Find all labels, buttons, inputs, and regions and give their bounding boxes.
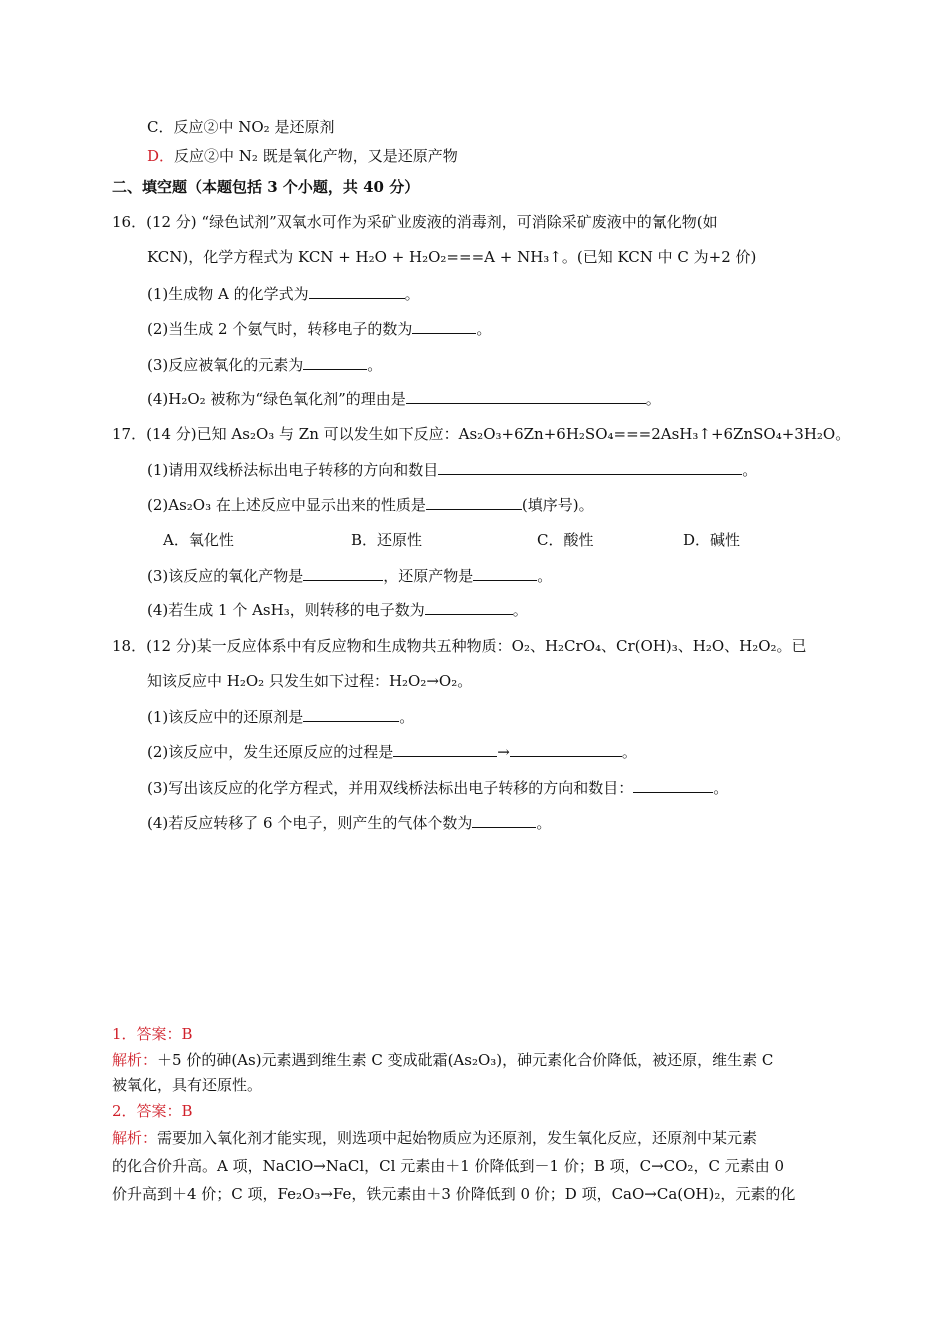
period: 。 <box>645 390 661 408</box>
q17-sub4-text: (4)若生成 1 个 AsH₃，则转移的电子数为 <box>147 601 425 619</box>
q18-sub1-text: (1)该反应中的还原剂是 <box>147 708 304 726</box>
option-d-text: 反应②中 N₂ 既是氧化产物，又是还原产物 <box>174 147 458 165</box>
answer-blank <box>303 707 399 722</box>
period: 。 <box>399 708 415 726</box>
q16-line2: KCN)，化学方程式为 KCN + H₂O + H₂O₂===A + NH₃↑。(已知 KCN 中 C 为+2 价) <box>147 248 757 266</box>
q18-sub4-text: (4)若反应转移了 6 个电子，则产生的气体个数为 <box>147 814 473 832</box>
answer-blank <box>412 319 476 334</box>
answer-2-explanation-cont2: 价升高到＋4 价；C 项，Fe₂O₃→Fe，铁元素由＋3 价降低到 0 价；D 项，CaO→Ca(OH)₂，元素的化 <box>112 1185 796 1203</box>
answer-blank <box>425 600 513 615</box>
q17-sub3 <box>147 566 552 586</box>
q17-sub1-text: (1)请用双线桥法标出电子转移的方向和数目 <box>147 461 439 479</box>
choice-b: B．还原性 <box>351 531 423 549</box>
option-d-label: D． <box>147 147 175 165</box>
q18-line1: 18．(12 分)某一反应体系中有反应物和生成物共五种物质：O₂、H₂CrO₄、Cr(OH)₃、H₂O、H₂O₂。已 <box>112 637 807 655</box>
q17-sub3-mid: ，还原产物是 <box>383 567 474 585</box>
q18-sub2-text: (2)该反应中，发生还原反应的过程是 <box>147 743 394 761</box>
q18-sub4 <box>147 813 551 833</box>
q16-sub4-text: (4)H₂O₂ 被称为“绿色氧化剂”的理由是 <box>147 390 406 408</box>
period: 。 <box>512 601 528 619</box>
option-c: C．反应②中 NO₂ 是还原剂 <box>147 118 335 136</box>
answer-1-explanation-cont: 被氧化，具有还原性。 <box>112 1076 263 1094</box>
answer-blank <box>473 566 537 581</box>
q18-sub3-text: (3)写出该反应的化学方程式，并用双线桥法标出电子转移的方向和数目： <box>147 779 634 797</box>
answer-blank <box>633 778 713 793</box>
q17-sub3-text: (3)该反应的氧化产物是 <box>147 567 304 585</box>
period: 。 <box>713 779 729 797</box>
q18-sub3 <box>147 778 728 798</box>
period: 。 <box>476 320 492 338</box>
answer-2-label: 2．答案：B <box>112 1102 193 1120</box>
period: 。 <box>536 814 552 832</box>
choice-a: A．氧化性 <box>163 531 234 549</box>
answer-blank <box>393 742 497 757</box>
answer-blank <box>426 495 522 510</box>
answer-1-explanation <box>112 1050 773 1070</box>
answer-blank <box>309 284 405 299</box>
explanation-label: 解析： <box>112 1051 158 1069</box>
q16-sub1-text: (1)生成物 A 的化学式为 <box>147 285 309 303</box>
period: 。 <box>742 461 758 479</box>
q17-sub1 <box>147 460 757 480</box>
q16-sub3-text: (3)反应被氧化的元素为 <box>147 356 304 374</box>
q17-line1: 17．(14 分)已知 As₂O₃ 与 Zn 可以发生如下反应：As₂O₃+6Zn+6H₂SO₄===2AsH₃↑+6ZnSO₄+3H₂O。 <box>112 425 851 443</box>
period: 。 <box>621 743 637 761</box>
q18-sub2 <box>147 742 637 762</box>
answer-1-label: 1．答案：B <box>112 1025 193 1043</box>
q17-sub4 <box>147 600 528 620</box>
period: 。 <box>404 285 420 303</box>
answer-blank <box>438 460 742 475</box>
q18-line2: 知该反应中 H₂O₂ 只发生如下过程：H₂O₂→O₂。 <box>147 672 473 690</box>
q16-sub1 <box>147 284 420 304</box>
explanation-text: ＋5 价的砷(As)元素遇到维生素 C 变成砒霜(As₂O₃)，砷元素化合价降低，被还原，维生素 C <box>157 1051 774 1069</box>
answer-blank <box>472 813 536 828</box>
choice-c: C．酸性 <box>537 531 594 549</box>
q18-sub1 <box>147 707 414 727</box>
answer-blank <box>510 742 622 757</box>
q16-line1: 16．(12 分) “绿色试剂”双氧水可作为采矿业废液的消毒剂，可消除采矿废液中的氰化物(如 <box>112 213 718 231</box>
q17-sub2 <box>147 495 594 515</box>
q16-sub3 <box>147 355 382 375</box>
answer-blank <box>406 389 646 404</box>
q17-sub2-suffix: (填序号)。 <box>521 496 594 514</box>
period: 。 <box>537 567 553 585</box>
answer-2-explanation <box>112 1128 757 1148</box>
q16-sub4 <box>147 389 661 409</box>
section-title: 二、填空题（本题包括 3 个小题，共 40 分） <box>112 178 420 196</box>
option-d <box>147 146 458 166</box>
q17-sub2-text: (2)As₂O₃ 在上述反应中显示出来的性质是 <box>147 496 426 514</box>
choice-d: D．碱性 <box>683 531 741 549</box>
q16-sub2 <box>147 319 491 339</box>
answer-blank <box>303 566 383 581</box>
explanation-text: 需要加入氧化剂才能实现，则选项中起始物质应为还原剂，发生氧化反应，还原剂中某元素 <box>157 1129 758 1147</box>
explanation-label: 解析： <box>112 1129 158 1147</box>
answer-2-explanation-cont1: 的化合价升高。A 项，NaClO→NaCl，Cl 元素由＋1 价降低到－1 价；B 项，C→CO₂，C 元素由 0 <box>112 1157 784 1175</box>
arrow-icon: → <box>497 743 510 761</box>
period: 。 <box>367 356 383 374</box>
q16-sub2-text: (2)当生成 2 个氨气时，转移电子的数为 <box>147 320 413 338</box>
answer-blank <box>303 355 367 370</box>
